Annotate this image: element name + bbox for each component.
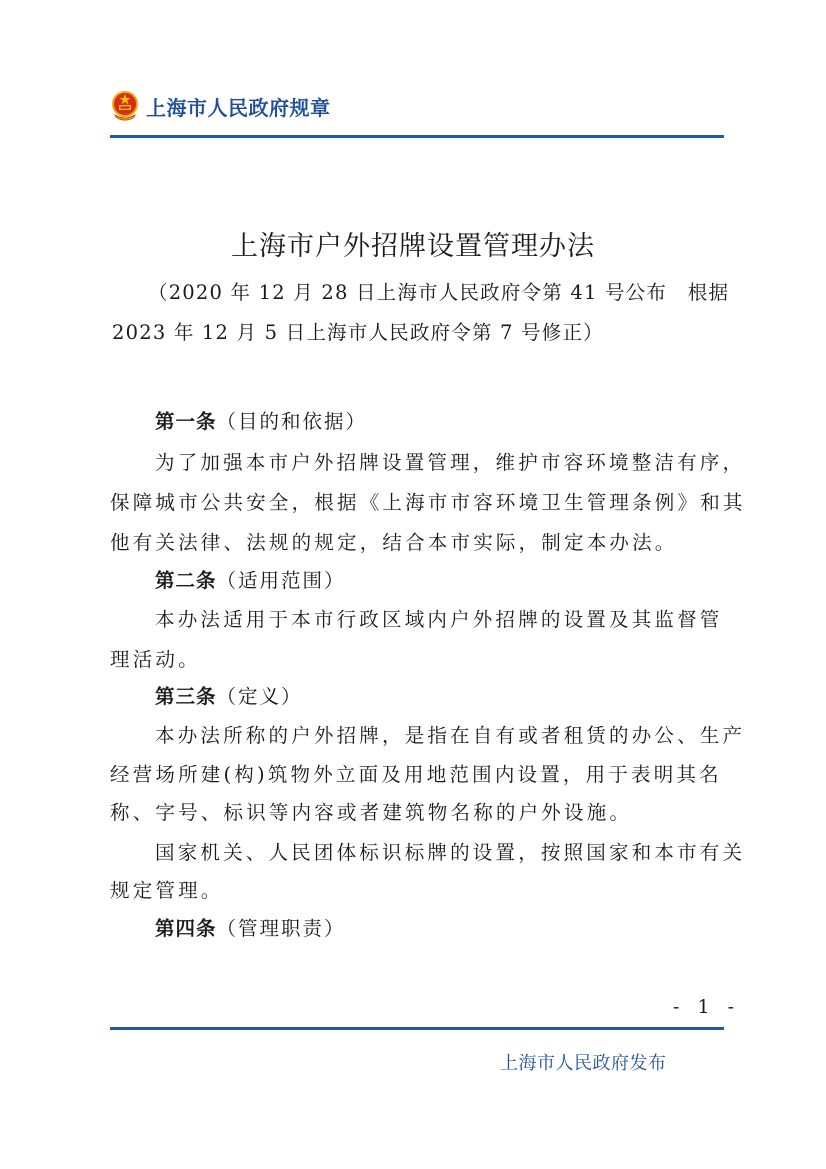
document-title: 上海市户外招牌设置管理办法: [231, 231, 595, 262]
header-title: 上海市人民政府规章: [146, 95, 331, 120]
page-number: - 1 -: [673, 996, 741, 1018]
article-heading: [155, 681, 303, 709]
paragraph-line: 他有关法律、法规的规定，结合本市实际，制定本办法。: [110, 531, 678, 554]
article-number: 第三条: [155, 685, 217, 708]
article-subject: （适用范围）: [216, 569, 346, 592]
article-subject: （定义）: [216, 685, 303, 708]
article-heading: [155, 406, 367, 434]
article-subject: （管理职责）: [216, 917, 346, 940]
article-number: 第二条: [155, 569, 217, 592]
paragraph-line: 为了加强本市户外招牌设置管理，维护市容环境整洁有序，: [155, 451, 746, 474]
article-number: 第一条: [155, 410, 217, 433]
paragraph-line: 保障城市公共安全，根据《上海市市容环境卫生管理条例》和其: [110, 491, 746, 514]
article-heading: [155, 913, 346, 941]
article-heading: [155, 565, 346, 593]
header-rule: [110, 135, 724, 138]
footer-rule: [110, 1027, 724, 1030]
document-header: [110, 88, 331, 124]
paragraph-line: 理活动。: [110, 648, 201, 671]
paragraph-line: 称、字号、标识等内容或者建筑物名称的户外设施。: [110, 801, 633, 824]
article-number: 第四条: [155, 917, 217, 940]
article-subject: （目的和依据）: [216, 410, 368, 433]
paragraph-line: 本办法所称的户外招牌，是指在自有或者租赁的办公、生产: [155, 724, 746, 747]
paragraph-line: 经营场所建(构)筑物外立面及用地范围内设置，用于表明其名: [110, 763, 722, 786]
subtitle-line-1: （2020 年 12 月 28 日上海市人民政府令第 41 号公布 根据: [148, 281, 730, 304]
paragraph-line: 规定管理。: [110, 879, 224, 902]
publisher-label: 上海市人民政府发布: [500, 1053, 667, 1074]
subtitle-line-2: 2023 年 12 月 5 日上海市人民政府令第 7 号修正）: [112, 321, 604, 344]
national-emblem-icon: [110, 90, 140, 122]
paragraph-line: 国家机关、人民团体标识标牌的设置，按照国家和本市有关: [155, 841, 746, 864]
paragraph-line: 本办法适用于本市行政区域内户外招牌的设置及其监督管: [155, 608, 723, 631]
